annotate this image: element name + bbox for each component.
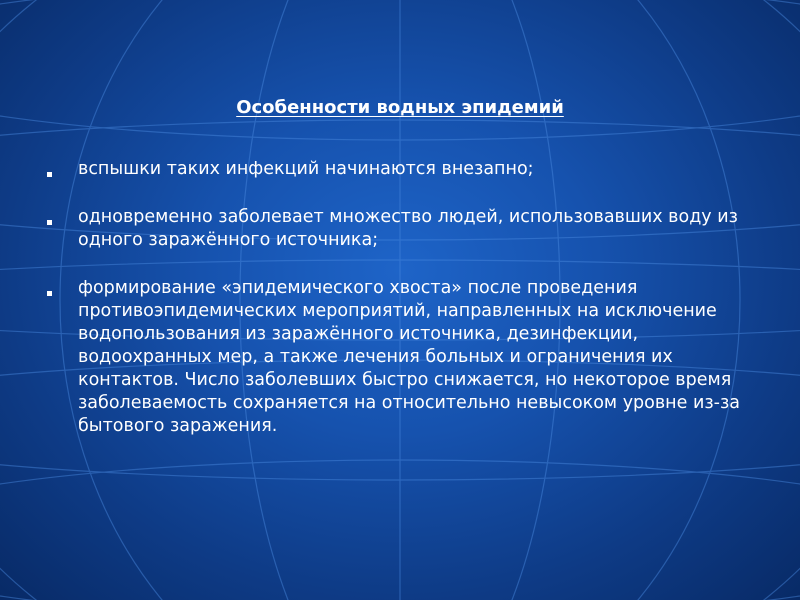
list-item: [42, 277, 762, 438]
list-item: [42, 158, 762, 181]
square-bullet-icon: [47, 220, 52, 225]
square-bullet-icon: [47, 291, 52, 296]
list-item: [42, 206, 762, 252]
square-bullet-icon: [47, 172, 52, 177]
bullet-text: формирование «эпидемического хвоста» после проведения противоэпидемических мероприятий, направленных на исключение водопользования из заражённого источника, дезинфекции, водоохранных мер, а также лечения больных и ограничения их контактов. Число заболевших быстро снижается, но некоторое время заболеваемость сохраняется на относительно невысоком уровне из-за бытового заражения.: [78, 278, 740, 436]
bullet-text: вспышки таких инфекций начинаются внезапно;: [78, 159, 534, 179]
bullet-text: одновременно заболевает множество людей, использовавших воду из одного заражённого источника;: [78, 207, 738, 250]
bullet-list: [42, 158, 762, 438]
slide-title: Особенности водных эпидемий: [236, 97, 564, 118]
